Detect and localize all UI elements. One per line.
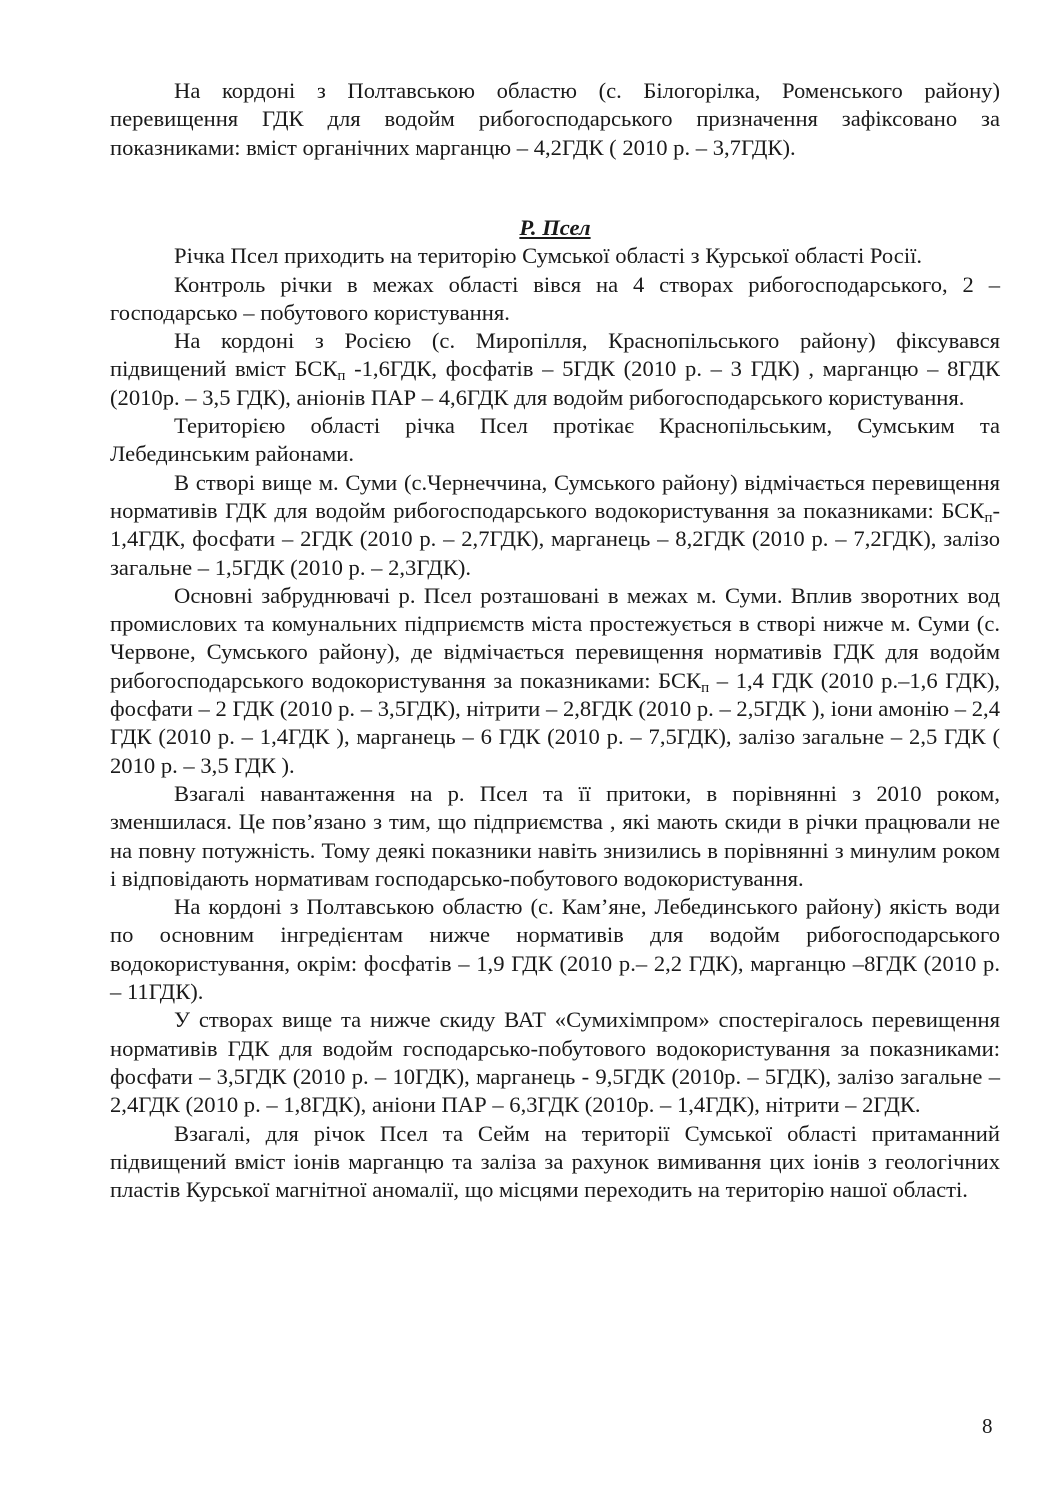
below-text-before: Основні забруднювачі р. Псел розташовані в межах м. Суми. Вплив зворотних вод промислових та комунальних підприємств міста простежується в створі нижче м. Суми (с. Червоне, Сумського району), де відмічається перевищення нормативів ГДК для водойм рибогосподарського водокористування за показниками:: [110, 582, 1000, 693]
bsk-subscript: п: [984, 509, 993, 526]
paragraph-territory: Територією області річка Псел протікає Краснопільським, Сумським та Лебединським районами.: [110, 413, 1000, 467]
bsk-label: БСК: [658, 667, 702, 693]
paragraph-above-sumy: [110, 469, 1000, 582]
above-text-after: - 1,4ГДК, фосфати – 2ГДК (2010 р. – 2,7ГДК), марганець – 8,2ГДК (2010 р. – 7,2ГДК), залізо загальне – 1,5ГДК (2010 р. – 2,3ГДК).: [110, 497, 1000, 580]
russia-text-after: -1,6ГДК, фосфатів – 5ГДК (2010 р. – 3 ГДК) , марганцю – 8ГДК (2010р. – 3,5 ГДК), аніонів ПАР – 4,6ГДК для водойм рибогосподарського користування.: [110, 356, 1000, 410]
page-number: 8: [982, 1414, 993, 1438]
section-title: Р. Псел: [519, 215, 591, 240]
bsk-label: БСК: [294, 356, 338, 382]
paragraph-sumykhimprom: У створах вище та нижче скиду ВАТ «Сумихімпром» спостерігалось перевищення нормативів ГДК для водойм господарсько-побутового водокористування за показниками: фосфати – 3,5ГДК (2010 р. – 10ГДК), марганець - 9,5ГДК (2010р. – 5ГДК), залізо загальне – 2,4ГДК (2010 р. – 1,8ГДК), аніони ПАР – 6,3ГДК (2010р. – 1,4ГДК), нітрити – 2ГДК.: [110, 1007, 1000, 1118]
paragraph-control: Контроль річки в межах області вівся на 4 створах рибогосподарського, 2 – господарсько – побутового користування.: [110, 271, 1000, 325]
paragraph-russia-border: [110, 327, 1000, 412]
bsk-subscript: п: [337, 368, 346, 385]
paragraph-below-sumy: [110, 582, 1000, 780]
paragraph-conclusion: Взагалі, для річок Псел та Сейм на території Сумської області притаманний підвищений вміст іонів марганцю та заліза за рахунок вимивання цих іонів з геологічних пластів Курської магнітної аномалії, що місцями переходить на територію нашої області.: [110, 1120, 1000, 1203]
psel-section: [110, 214, 1000, 1204]
above-text-before: В створі вище м. Суми (с.Чернеччина, Сумського району) відмічається перевищення нормативів ГДК для водойм рибогосподарського водокористування за показниками:: [110, 469, 1000, 523]
paragraph-intro-river: Річка Псел приходить на територію Сумської області з Курської області Росії.: [174, 243, 923, 269]
intro-block: [110, 77, 1000, 162]
bsk-label: БСК: [941, 497, 985, 523]
below-text-after: – 1,4 ГДК (2010 р.–1,6 ГДК), фосфати – 2 ГДК (2010 р. – 3,5ГДК), нітрити – 2,8ГДК (2010 р. – 2,5ГДК ), іони амонію – 2,4 ГДК (2010 р. – 1,4ГДК ), марганець – 6 ГДК (2010 р. – 7,5ГДК), залізо загальне – 2,5 ГДК ( 2010 р. – 3,5 ГДК ).: [110, 667, 1000, 778]
paragraph-load-decrease: Взагалі навантаження на р. Псел та її притоки, в порівнянні з 2010 роком, зменшилася. Це пов’язано з тим, що підприємства , які мають скиди в річки працювали не на повну потужність. Тому деякі показники навіть знизились в порівнянні з минулим роком і відповідають нормативам господарсько-побутового водокористування.: [110, 780, 1000, 891]
bsk-subscript: п: [701, 679, 710, 696]
intro-paragraph: На кордоні з Полтавською областю (с. Білогорілка, Роменського району) перевищення ГДК для водойм рибогосподарського призначення зафіксовано за показниками: вміст органічних марганцю – 4,2ГДК ( 2010 р. – 3,7ГДК).: [110, 78, 1000, 160]
paragraph-poltava-border: На кордоні з Полтавською областю (с. Кам’яне, Лебединського району) якість води по основним інгредієнтам нижче нормативів для водойм рибогосподарського водокористування, окрім: фосфатів – 1,9 ГДК (2010 р.– 2,2 ГДК), марганцю –8ГДК (2010 р. – 11ГДК).: [110, 894, 1000, 1005]
russia-text-before: На кордоні з Росією (с. Миропілля, Краснопільського району) фіксувався підвищений вміст: [110, 328, 1000, 382]
